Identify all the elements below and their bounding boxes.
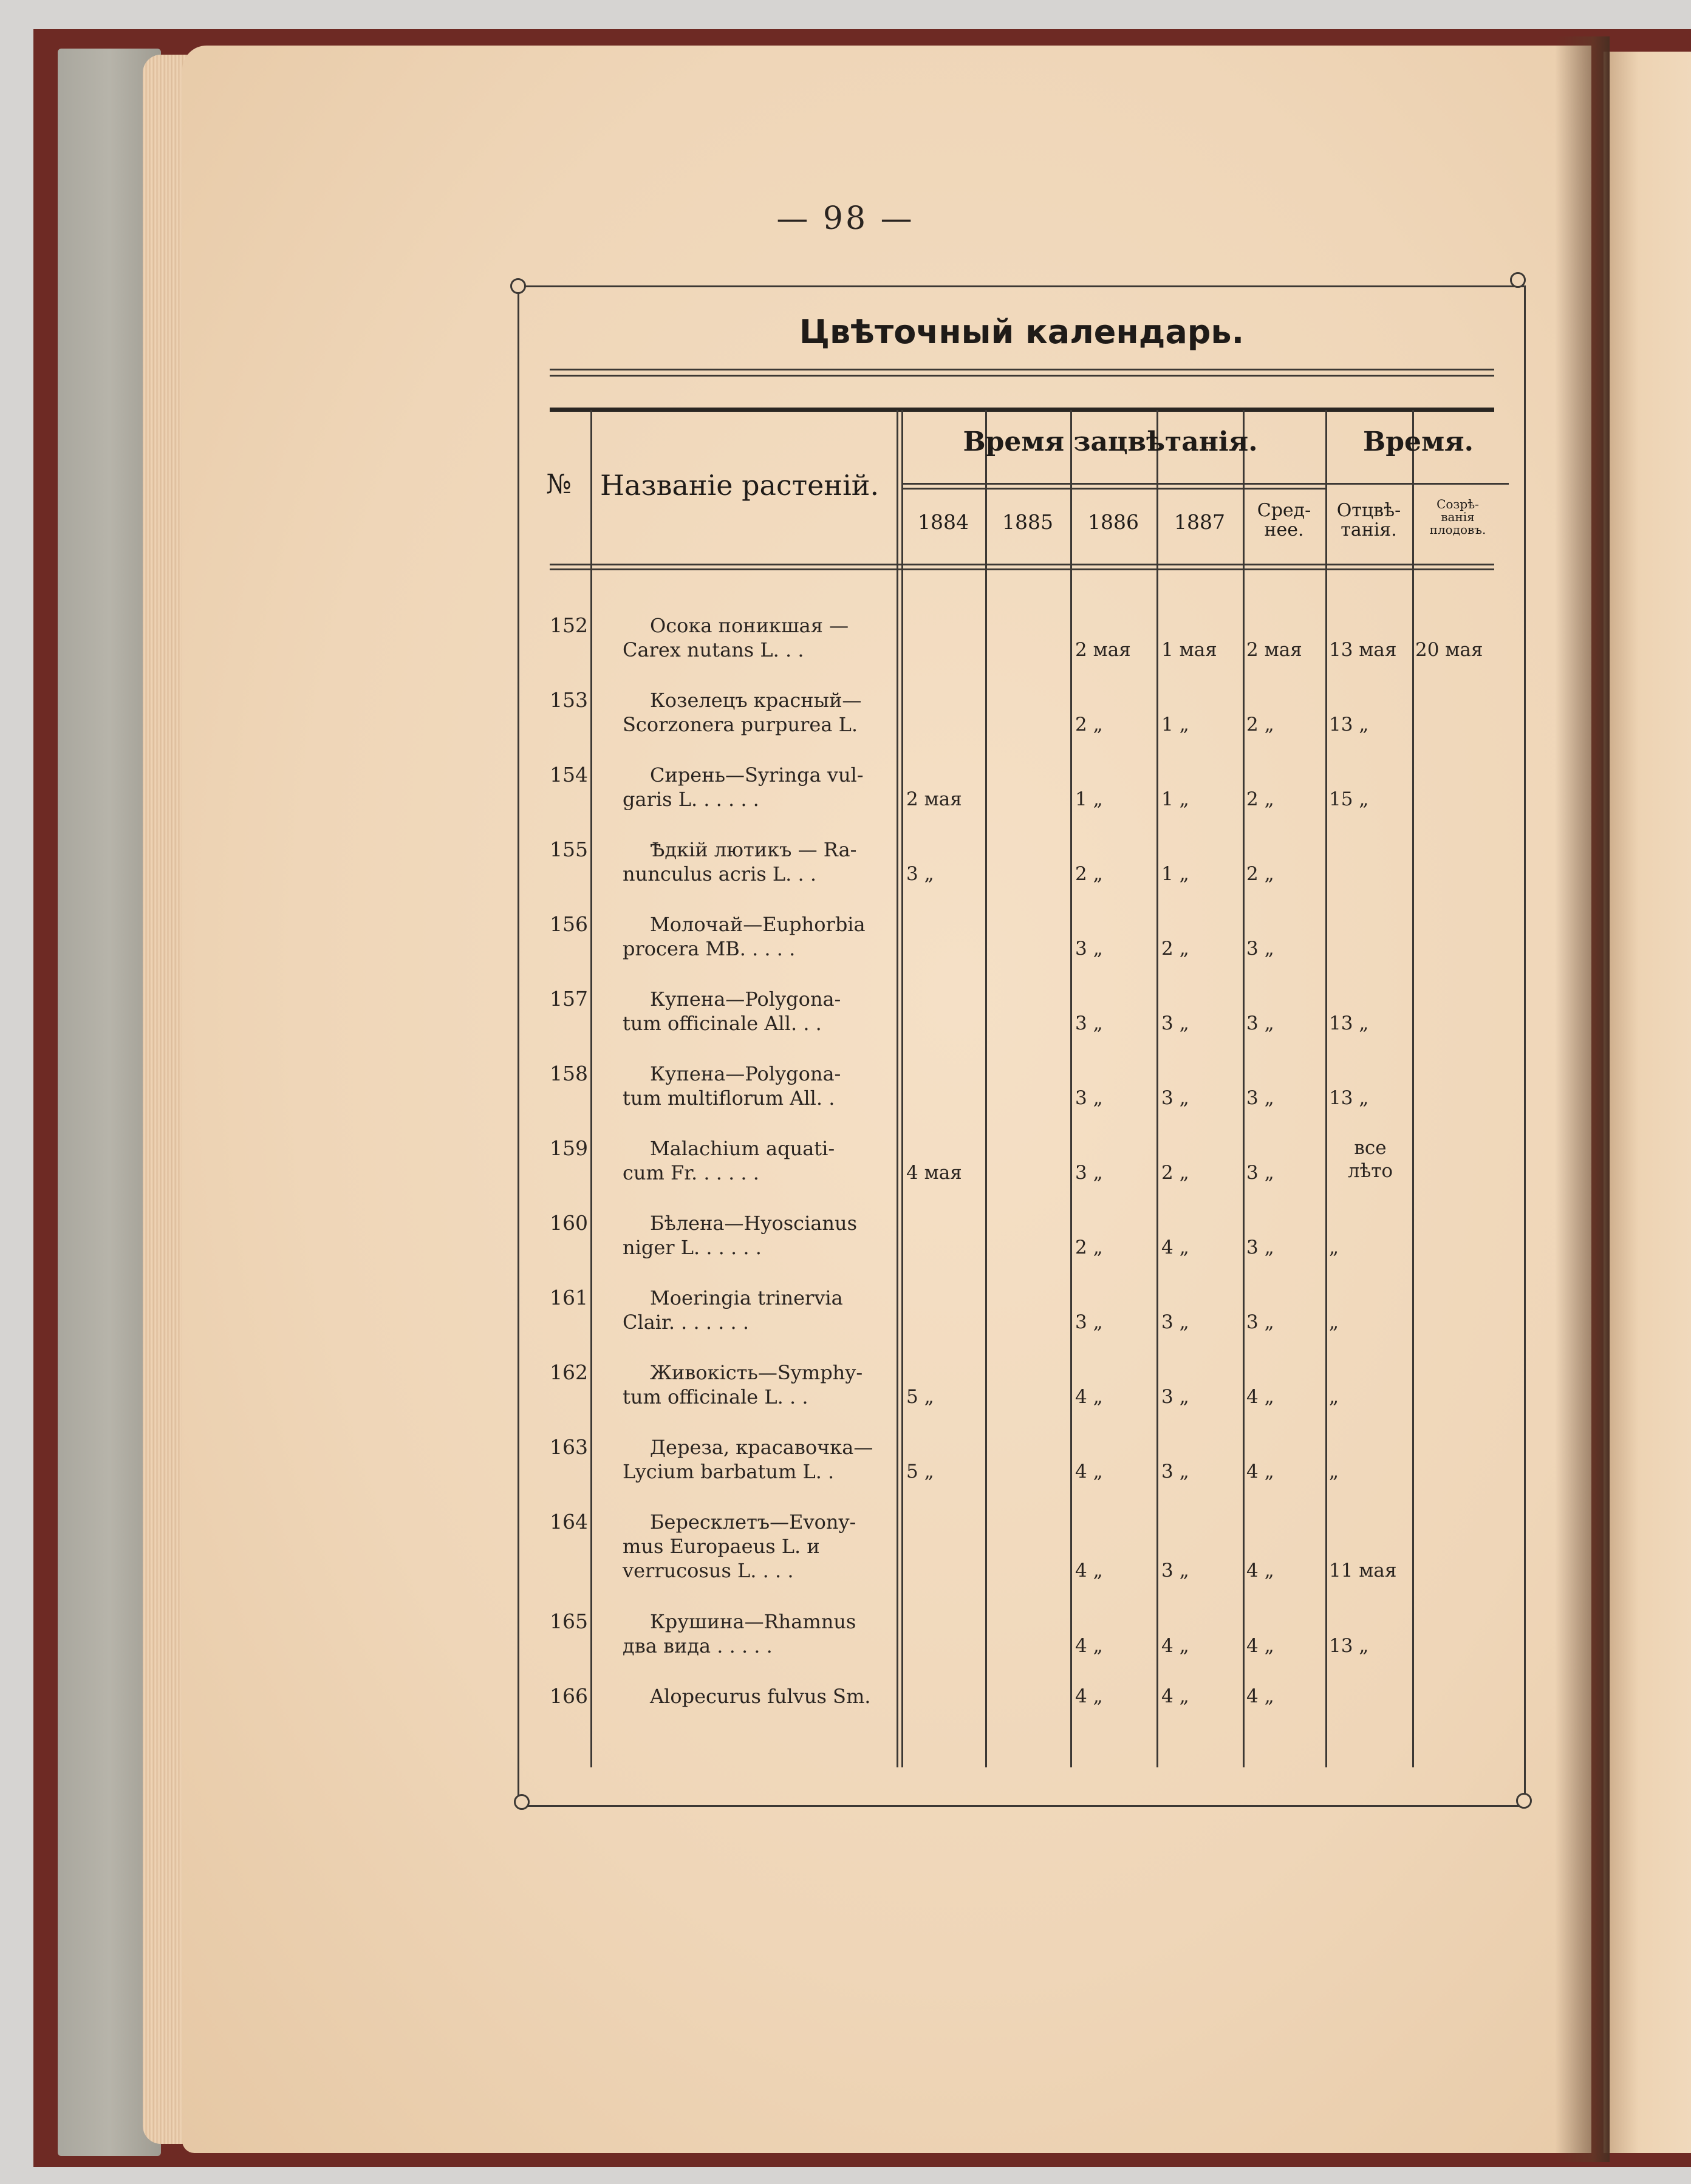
cell-average: 2 „: [1246, 863, 1274, 885]
table-rule: [590, 410, 592, 1767]
plant-name-line: Scorzonera purpurea L.: [623, 713, 858, 736]
table-rule: [1325, 410, 1327, 1767]
row-number: 163: [550, 1435, 588, 1459]
cell-average: 3 „: [1246, 938, 1274, 960]
plant-name-line: Clair. . . . . . .: [623, 1311, 750, 1334]
header-time: Время.: [1363, 426, 1474, 457]
row-number: 154: [550, 763, 588, 787]
title-rule: [550, 369, 1494, 370]
plant-name-line: nunculus acris L. . .: [623, 862, 817, 886]
cell-1886: 4 „: [1075, 1685, 1103, 1707]
row-number: 160: [550, 1211, 588, 1235]
table-rule: [901, 488, 1325, 490]
header-fading: Отцвѣ- танія.: [1336, 500, 1401, 541]
cell-1884: 5 „: [906, 1386, 934, 1408]
cell-average: 4 „: [1246, 1685, 1274, 1707]
frame-corner-ornament: [1516, 1793, 1532, 1809]
cell-1887: 3 „: [1161, 1087, 1189, 1109]
cell-average: 4 „: [1246, 1560, 1274, 1582]
cell-average: 3 „: [1246, 1162, 1274, 1184]
cell-1886: 2 „: [1075, 1237, 1103, 1258]
header-year-1885: 1885: [1002, 510, 1053, 534]
plant-name-line: Сирень—Syringa vul-: [650, 763, 864, 787]
plant-name-line: Carex nutans L. . .: [623, 638, 804, 661]
row-number: 157: [550, 987, 588, 1011]
plant-name-line: Козелецъ красный—: [650, 689, 862, 712]
plant-name-line: Ѣдкій лютикъ — Ra-: [650, 838, 857, 861]
table-rule: [1243, 410, 1245, 1767]
plant-name-line: Бересклетъ—Evony-: [650, 1510, 856, 1534]
cell-1887: 4 „: [1161, 1237, 1189, 1258]
cell-1887: 2 „: [1161, 938, 1189, 960]
cell-1886: 4 „: [1075, 1635, 1103, 1657]
row-number: 156: [550, 912, 588, 936]
plant-name-line: Malachium aquati-: [650, 1137, 835, 1160]
plant-name-line: Молочай—Euphorbia: [650, 913, 866, 936]
cell-fading: 13 мая: [1329, 639, 1397, 661]
cell-1886: 1 „: [1075, 788, 1103, 810]
cell-1886: 4 „: [1075, 1386, 1103, 1408]
cell-1887: 3 „: [1161, 1386, 1189, 1408]
header-year-1884: 1884: [918, 510, 969, 534]
cell-fading: 13 „: [1329, 714, 1369, 735]
table-rule: [1156, 410, 1158, 1767]
row-number: 164: [550, 1510, 588, 1534]
cell-1887: 4 „: [1161, 1635, 1189, 1657]
header-plant-name: Названіе растеній.: [600, 469, 880, 502]
cell-1887: 1 „: [1161, 863, 1189, 885]
plant-name-line: Lycium barbatum L. .: [623, 1460, 835, 1483]
cell-average: 2 „: [1246, 788, 1274, 810]
row-number: 152: [550, 613, 588, 637]
row-number: 155: [550, 838, 588, 861]
cell-1884: 4 мая: [906, 1162, 962, 1184]
cell-1886: 2 мая: [1075, 639, 1131, 661]
cell-1886: 4 „: [1075, 1461, 1103, 1483]
row-number: 158: [550, 1062, 588, 1085]
row-number: 159: [550, 1136, 588, 1160]
plant-name-line: Живокість—Symphy-: [650, 1361, 863, 1384]
cell-average: 3 „: [1246, 1237, 1274, 1258]
table-title: Цвѣточный календарь.: [799, 313, 1245, 351]
cell-1884: 3 „: [906, 863, 934, 885]
header-ripening: Созрѣ- ванія плодовъ.: [1429, 497, 1486, 537]
cell-average: 4 „: [1246, 1461, 1274, 1483]
cell-1887: 3 „: [1161, 1560, 1189, 1582]
cell-fading: 13 „: [1329, 1635, 1369, 1657]
cell-1887: 1 „: [1161, 714, 1189, 735]
cell-1886: 3 „: [1075, 1162, 1103, 1184]
plant-name-line: два вида . . . . .: [623, 1634, 773, 1657]
cell-1886: 3 „: [1075, 1087, 1103, 1109]
row-number: 165: [550, 1609, 588, 1633]
header-top-rule: [550, 408, 1494, 412]
cell-fading: „: [1329, 1311, 1339, 1333]
cell-average: 3 „: [1246, 1087, 1274, 1109]
cell-fading: все лѣто: [1347, 1137, 1393, 1182]
header-year-1887: 1887: [1174, 510, 1225, 534]
header-year-1886: 1886: [1088, 510, 1139, 534]
plant-name-line: procera MB. . . . .: [623, 937, 796, 960]
table-rule: [1412, 410, 1414, 1767]
cell-fading: „: [1329, 1237, 1339, 1258]
table-rule: [901, 483, 1509, 485]
cell-fading: 13 „: [1329, 1087, 1369, 1109]
cell-1886: 3 „: [1075, 938, 1103, 960]
plant-name-line: cum Fr. . . . . .: [623, 1161, 759, 1184]
plant-name-line: Moeringia trinervia: [650, 1286, 843, 1309]
title-rule: [550, 375, 1494, 377]
header-bloom-time: Время зацвѣтанія.: [963, 426, 1258, 457]
cell-1886: 3 „: [1075, 1012, 1103, 1034]
cell-1886: 2 „: [1075, 863, 1103, 885]
cell-fading: 15 „: [1329, 788, 1369, 810]
table-rule: [550, 568, 1494, 570]
row-number: 153: [550, 688, 588, 712]
table-rule: [985, 410, 987, 1767]
header-average: Сред- нее.: [1257, 500, 1311, 541]
cell-average: 2 мая: [1246, 639, 1302, 661]
cell-1887: 3 „: [1161, 1311, 1189, 1333]
frame-corner-ornament: [1510, 272, 1526, 288]
next-page: [1604, 52, 1691, 2153]
plant-name-line: Alopecurus fulvus Sm.: [650, 1685, 871, 1708]
plant-name-line: tum multiflorum All. .: [623, 1087, 835, 1110]
table-rule: [550, 564, 1494, 565]
cell-1884: 2 мая: [906, 788, 962, 810]
frame-corner-ornament: [514, 1794, 530, 1810]
cell-average: 2 „: [1246, 714, 1274, 735]
cell-1887: 1 „: [1161, 788, 1189, 810]
cell-1886: 4 „: [1075, 1560, 1103, 1582]
plant-name-line: Купена—Polygona-: [650, 988, 841, 1011]
frame-corner-ornament: [510, 278, 526, 294]
cell-1884: 5 „: [906, 1461, 934, 1483]
row-number: 161: [550, 1286, 588, 1309]
cell-fading: 13 „: [1329, 1012, 1369, 1034]
cell-average: 4 „: [1246, 1635, 1274, 1657]
cell-fading: 11 мая: [1329, 1560, 1397, 1582]
cell-1887: 2 „: [1161, 1162, 1189, 1184]
cell-1886: 3 „: [1075, 1311, 1103, 1333]
cell-1887: 3 „: [1161, 1461, 1189, 1483]
cell-1887: 3 „: [1161, 1012, 1189, 1034]
cell-fading: „: [1329, 1461, 1339, 1483]
plant-name-line: mus Europaeus L. и: [623, 1535, 820, 1558]
cell-1887: 1 мая: [1161, 639, 1217, 661]
header-number: №: [546, 469, 572, 500]
plant-name-line: verrucosus L. . . .: [623, 1559, 794, 1582]
cell-ripening: 20 мая: [1415, 639, 1483, 661]
plant-name-line: Дереза, красавочка—: [650, 1436, 873, 1459]
plant-name-line: niger L. . . . . .: [623, 1236, 762, 1259]
page-number: — 98 —: [776, 200, 915, 237]
plant-name-line: Крушина—Rhamnus: [650, 1610, 856, 1633]
cell-fading: „: [1329, 1386, 1339, 1408]
cell-1886: 2 „: [1075, 714, 1103, 735]
table-rule: [1070, 410, 1072, 1767]
plant-name-line: Бѣлена—Hyoscianus: [650, 1212, 858, 1235]
plant-name-line: tum officinale L. . .: [623, 1385, 808, 1408]
plant-name-line: garis L. . . . . .: [623, 788, 759, 811]
row-number: 166: [550, 1684, 588, 1708]
row-number: 162: [550, 1360, 588, 1384]
book-gutter: [1555, 36, 1610, 2162]
cell-1887: 4 „: [1161, 1685, 1189, 1707]
cell-average: 4 „: [1246, 1386, 1274, 1408]
plant-name-line: tum officinale All. . .: [623, 1012, 822, 1035]
plant-name-line: Осока поникшая —: [650, 614, 849, 637]
plant-name-line: Купена—Polygona-: [650, 1062, 841, 1085]
cell-average: 3 „: [1246, 1012, 1274, 1034]
cell-average: 3 „: [1246, 1311, 1274, 1333]
